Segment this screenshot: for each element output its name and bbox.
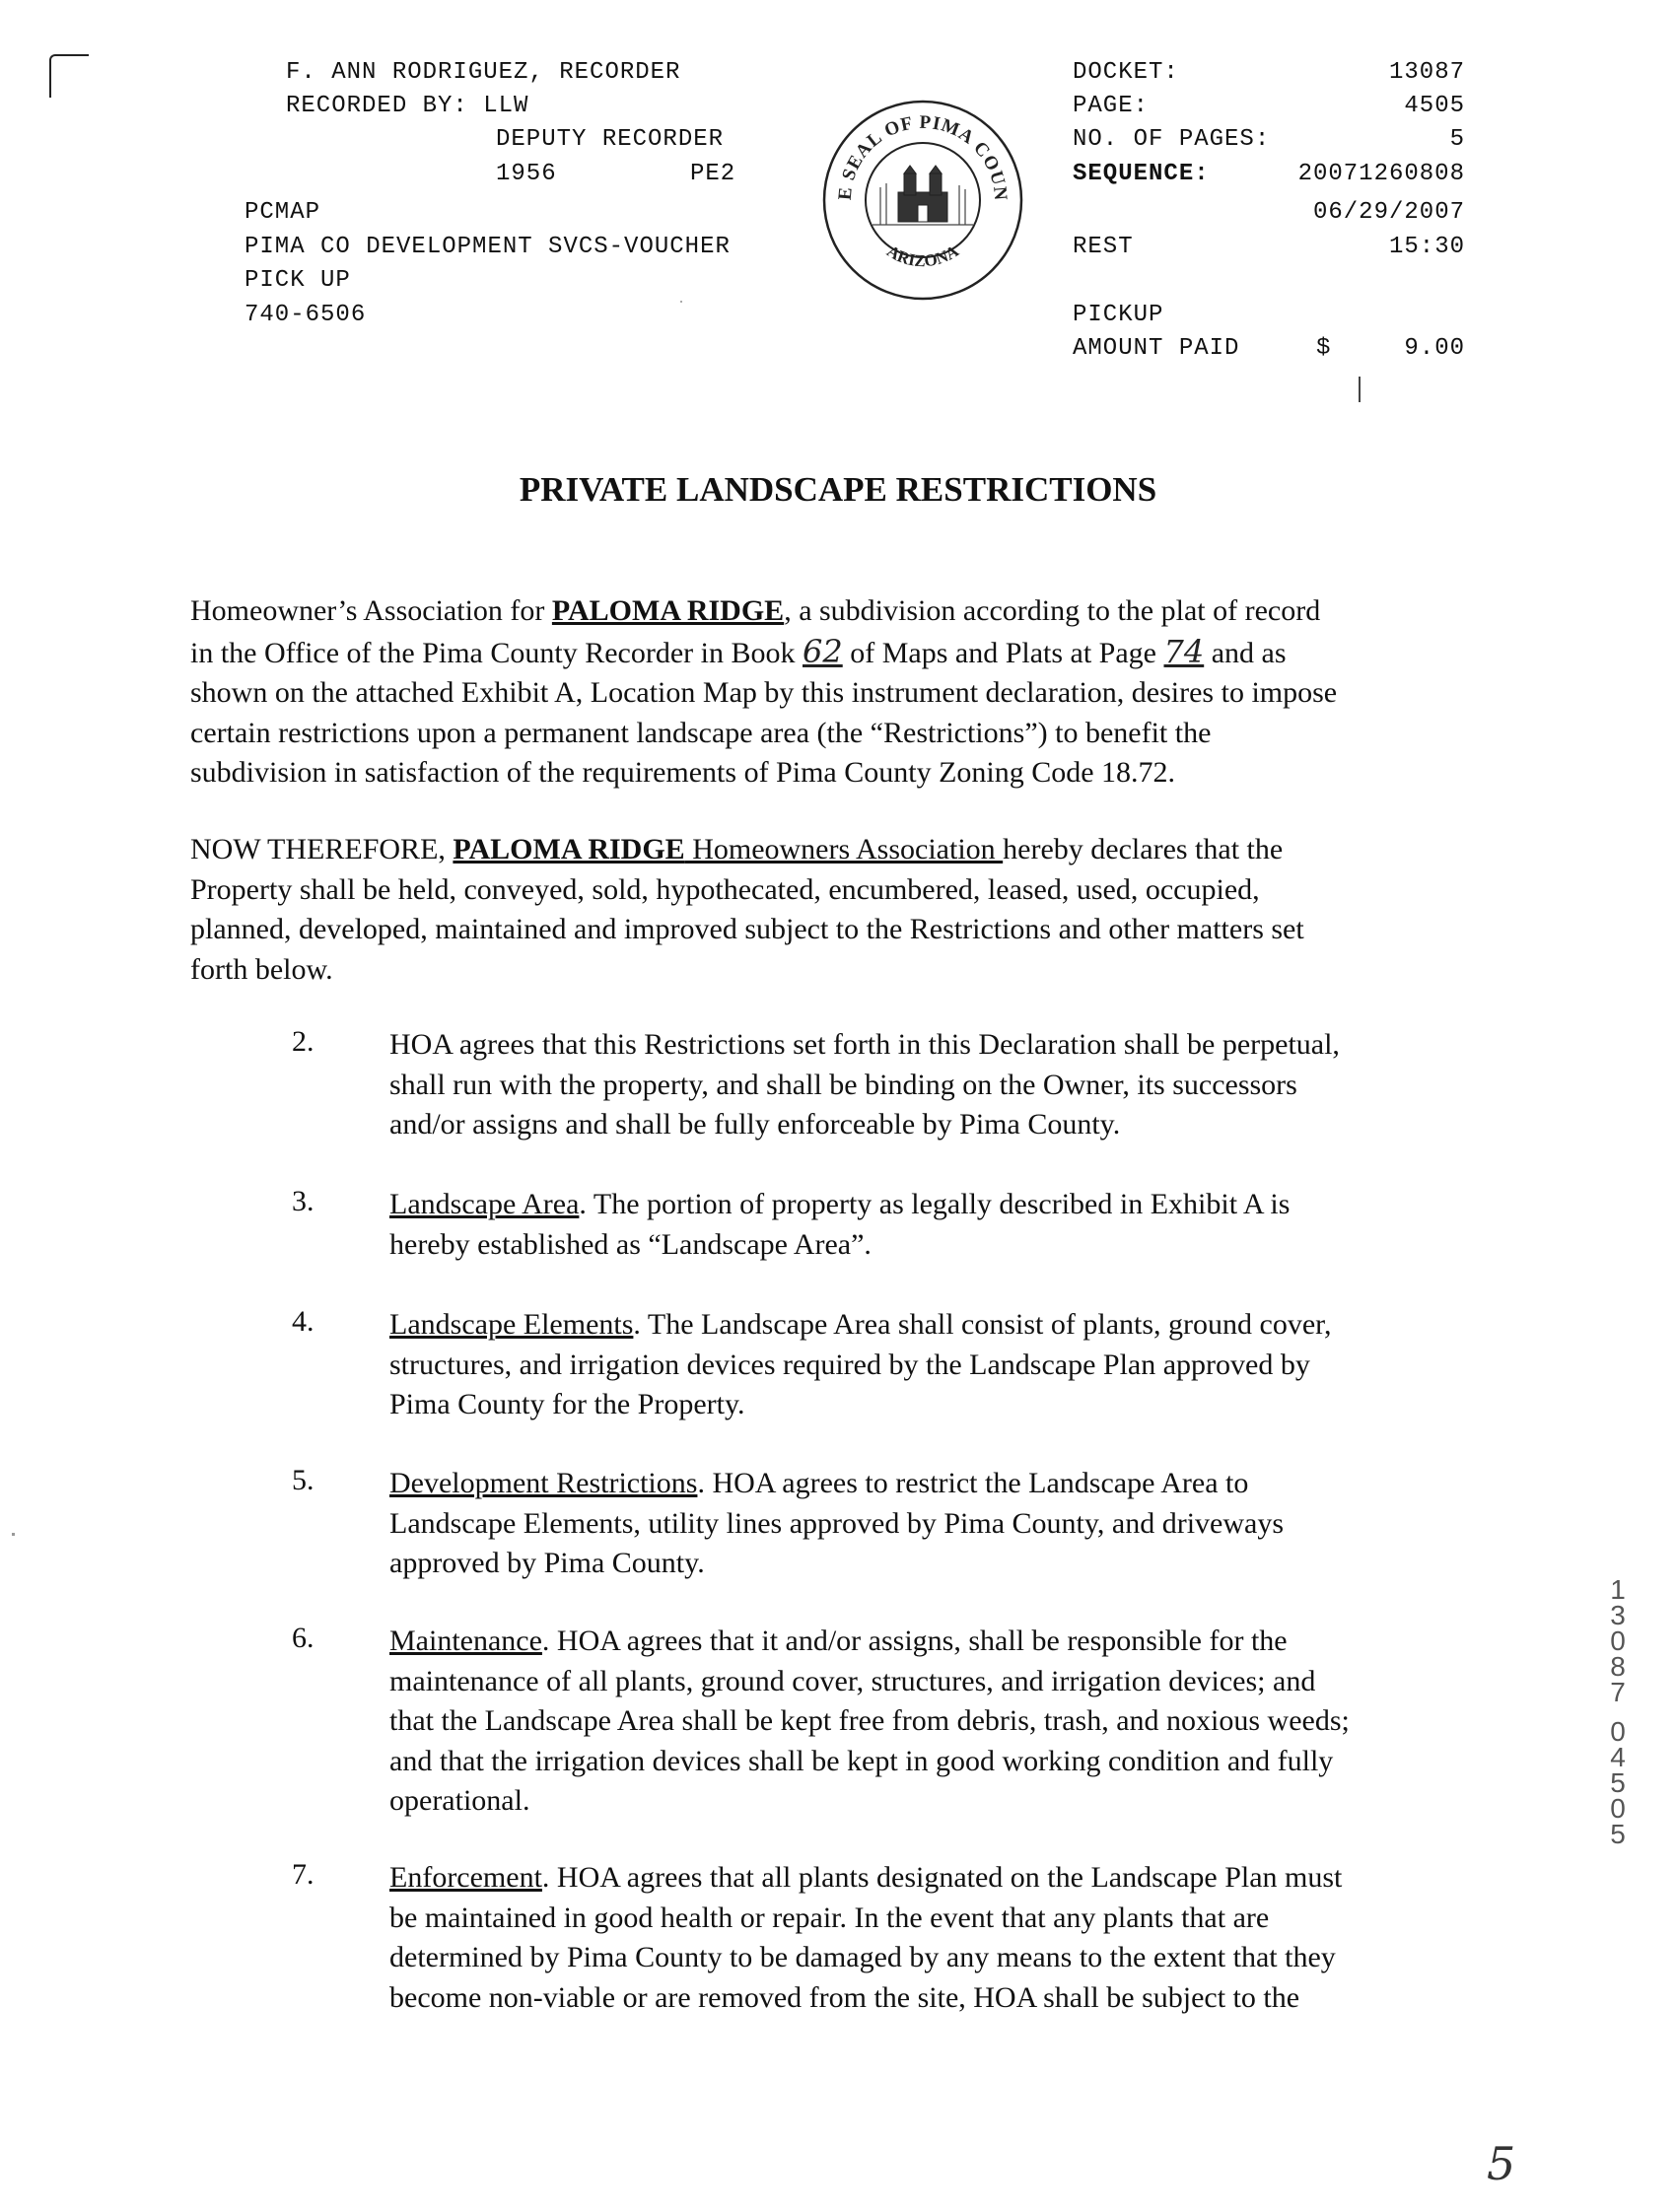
item-text: hereby established as “Landscape Area”. [389,1227,872,1261]
pages-value: 5 [1449,126,1465,153]
scan-mark [1359,377,1361,402]
currency-symbol: $ [1316,335,1332,362]
item-number: 5. [292,1464,314,1496]
item-number: 3. [292,1185,314,1217]
item-text: and that the irrigation devices shall be kept in good working condition and fully [389,1744,1334,1777]
page-label: PAGE: [1073,93,1150,119]
handwritten-page-number: 74 [1163,632,1205,670]
stamp-digit: 0 [1610,1625,1626,1656]
item-text: determined by Pima County to be damaged by any means to the extent that they [389,1941,1336,1973]
item-text: . HOA agrees to restrict the Landscape Area to [697,1467,1249,1499]
pickup-note: PICK UP [244,267,351,294]
document-title: PRIVATE LANDSCAPE RESTRICTIONS [519,470,1157,509]
item-text: approved by Pima County. [389,1547,705,1579]
item-body [389,1622,1533,1822]
vertical-docket-stamp [1603,1574,1633,1849]
declaration-text: planned, developed, maintained and improved subject to the Restrictions and other matters set [190,913,1304,945]
seal-top-text: E SEAL OF PIMA COUN [834,111,1012,202]
item-number: 4. [292,1305,314,1338]
item-number: 6. [292,1622,314,1654]
stamp-digit: 0 [1610,1716,1626,1747]
corner-scan-mark [49,54,89,98]
amount-value: 9.00 [1404,335,1465,362]
stamp-digit: 1 [1610,1574,1626,1605]
stamp-digit: 4 [1610,1742,1626,1772]
intro-text: shown on the attached Exhibit A, Location Map by this instrument declaration, desires to impose [190,676,1338,709]
item-body [389,1858,1533,2018]
item-text: HOA agrees that this Restrictions set forth in this Declaration shall be perpetual, [389,1028,1340,1061]
item-heading: Landscape Elements [389,1308,634,1341]
item-number: 2. [292,1025,314,1058]
sequence-label: SEQUENCE: [1073,161,1210,187]
intro-text: Homeowner’s Association for [190,594,552,627]
item-text: . HOA agrees that all plants designated on the Landscape Plan must [541,1861,1343,1894]
item-heading: Enforcement [389,1861,542,1894]
recorder-name: F. ANN RODRIGUEZ, RECORDER [286,59,681,86]
item-text: . The portion of property as legally described in Exhibit A is [579,1188,1291,1220]
sequence-value: 20071260808 [1297,161,1465,187]
item-text: Landscape Elements, utility lines approved by Pima County, and driveways [389,1506,1285,1540]
stamp-digit: 0 [1610,1793,1626,1824]
intro-text: subdivision in satisfaction of the requirements of Pima County Zoning Code 18.72. [190,756,1176,789]
deputy-recorder: DEPUTY RECORDER [496,126,725,153]
stamp-digit: 8 [1610,1651,1626,1682]
item-body [389,1185,1533,1265]
item-text: operational. [389,1784,530,1817]
declaration-text: hereby declares that the [1003,833,1284,865]
item-heading: Maintenance [389,1624,542,1657]
scan-speck [12,1533,15,1536]
item-text: maintenance of all plants, ground cover, structures, and irrigation devices; and [389,1664,1316,1697]
handwritten-book-number: 62 [803,632,843,670]
docket-label: DOCKET: [1073,59,1179,86]
declaration-text: NOW THEREFORE, [190,833,454,865]
intro-paragraph [190,591,1337,794]
subdivision-name: PALOMA RIDGE [551,594,785,627]
item-heading: Development Restrictions [389,1467,698,1499]
docket-value: 13087 [1388,59,1465,86]
stamp-digit: 3 [1610,1600,1626,1630]
item-body [389,1025,1533,1145]
item-text: become non-viable or are removed from the site, HOA shall be subject to the [389,1980,1300,2014]
item-number: 7. [292,1858,314,1891]
intro-text: in the Office of the Pima County Recorder in Book [190,636,803,669]
record-time: 15:30 [1388,234,1465,260]
pickup-label: PICKUP [1073,302,1164,328]
item-body [389,1305,1533,1425]
scan-speck [680,301,682,303]
intro-text: certain restrictions upon a permanent landscape area (the “Restrictions”) to benefit the [190,716,1212,749]
item-body [389,1464,1533,1584]
stamp-digit: 5 [1610,1767,1626,1798]
recorder-code: 1956 [496,161,557,187]
item-text: shall run with the property, and shall be binding on the Owner, its successors [389,1068,1297,1101]
pcmap-label: PCMAP [244,199,321,226]
pima-county-seal [821,99,1024,302]
item-text: and/or assigns and shall be fully enforceable by Pima County. [389,1108,1121,1141]
seal-bottom-text: ARIZONA [883,241,962,271]
declaration-text: forth below. [190,952,333,986]
phone-number: 740-6506 [244,302,367,328]
item-heading: Landscape Area [389,1188,580,1220]
stamp-digit: 5 [1610,1819,1626,1849]
stamp-digit: 7 [1610,1677,1626,1707]
intro-text: and as [1204,636,1287,669]
declaration-paragraph [190,830,1304,990]
station-code: PE2 [690,161,736,187]
item-text: . HOA agrees that it and/or assigns, shall be responsible for the [541,1624,1288,1657]
declaration-text: Property shall be held, conveyed, sold, hypothecated, encumbered, leased, used, occupied, [190,872,1260,906]
item-text: be maintained in good health or repair. In the event that any plants that are [389,1901,1270,1934]
intro-text: , a subdivision according to the plat of record [784,594,1321,627]
amount-label: AMOUNT PAID [1073,335,1240,362]
page-value: 4505 [1404,93,1465,119]
record-date: 06/29/2007 [1312,199,1465,226]
recorded-by: RECORDED BY: LLW [286,93,529,119]
item-text: Pima County for the Property. [389,1388,745,1420]
agency-name: PIMA CO DEVELOPMENT SVCS-VOUCHER [244,234,731,260]
item-text: structures, and irrigation devices required by the Landscape Plan approved by [389,1348,1310,1381]
pages-label: NO. OF PAGES: [1073,126,1271,153]
intro-text: of Maps and Plats at Page [842,636,1164,669]
subdivision-name: PALOMA RIDGE [453,833,685,865]
handwritten-page-mark: 5 [1487,2137,1516,2190]
association-name: Homeowners Association [684,833,1004,865]
item-text: . The Landscape Area shall consist of plants, ground cover, [633,1308,1332,1341]
item-text: that the Landscape Area shall be kept free from debris, trash, and noxious weeds; [389,1704,1350,1737]
rest-label: REST [1073,234,1134,260]
